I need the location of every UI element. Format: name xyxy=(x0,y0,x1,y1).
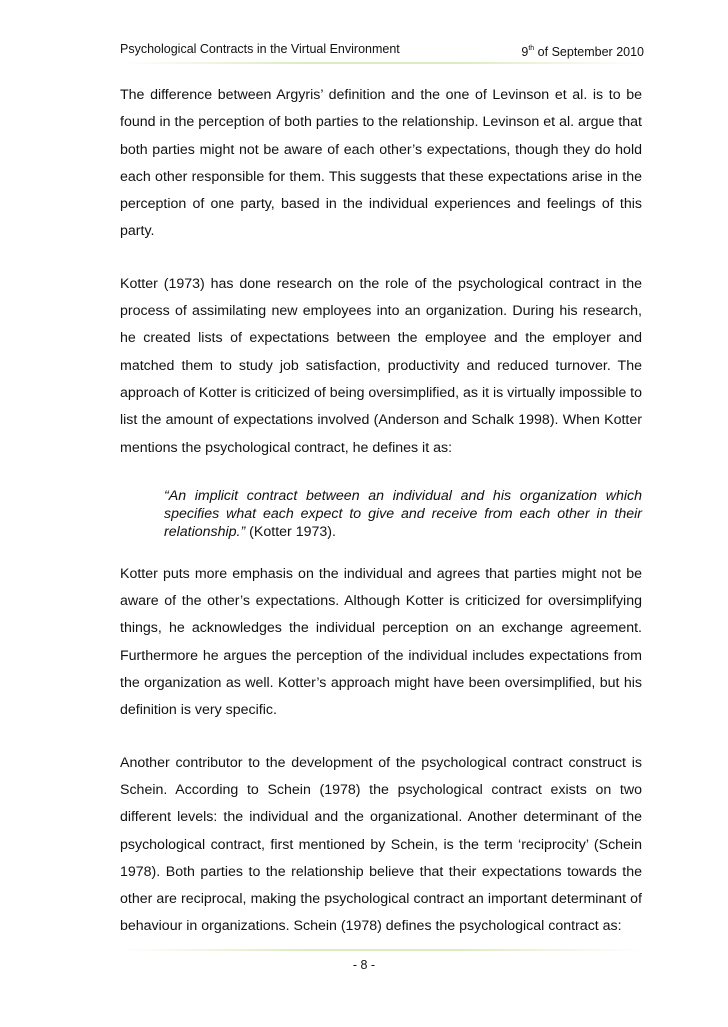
page-number: - 8 - xyxy=(352,958,376,972)
paragraph-kotter-emphasis: Kotter puts more emphasis on the individual and agrees that parties might not be aware of the other’s expectations. Although Kotter is criticized for oversimplifying things, he acknowledges the individual perception on an exchange agreement. Furthermore he argues the perception of the individual includes expectations from the organization as well. Kotter’s approach might have been oversimplified, but his definition is very specific. xyxy=(120,565,642,719)
header-title: Psychological Contracts in the Virtual Environment xyxy=(120,42,400,56)
header-date-suffix: th xyxy=(528,45,535,52)
paragraph-kotter-research: Kotter (1973) has done research on the role of the psychological contract in the process of assimilating new employees into an organization. During his research, he created lists of expectations between the employee and the employer and matched them to study job satisfaction, productivity and reduced turnover. The approach of Kotter is criticized of being oversimplified, as it is virtually impossible to list the amount of expectations involved (Anderson and Schalk 1998). When Kotter mentions the psychological contract, he defines it as: xyxy=(120,275,643,456)
footer-divider xyxy=(120,949,644,951)
header-divider xyxy=(120,62,644,64)
header-date xyxy=(521,40,644,61)
paragraph-argyris-levinson: The difference between Argyris’ definition and the one of Levinson et al. is to be found in the perception of both parties to the relationship. Levinson et al. argue that both parties might not be aware of each other’s expectations, though they do hold each other responsible for them. This suggests that these expectations arise in the perception of one party, based in the individual experiences and feelings of this party. xyxy=(120,87,642,240)
page-body xyxy=(120,82,642,966)
paragraph-schein: Another contributor to the development of the psychological contract construct is Schein. According to Schein (1978) the psychological contract exists on two different levels: the individual and the organizational. Another determinant of the psychological contract, first mentioned by Schein, is the term ‘reciprocity’ (Schein 1978). Both parties to the relationship believe that their expectations towards the other are reciprocal, making the psychological contract an important determinant of behaviour in organizations. Schein (1978) defines the psychological contract as: xyxy=(120,754,642,935)
quote-citation: (Kotter 1973). xyxy=(245,523,336,540)
page-header xyxy=(120,40,644,58)
kotter-definition-quote xyxy=(164,487,642,541)
quote-text: “An implicit contract between an individual and his organization which specifies what each expect to give and receive from each other in their relationship.” xyxy=(164,487,642,540)
header-date-rest: of September 2010 xyxy=(534,45,644,59)
header-date-day: 9 xyxy=(521,45,529,59)
